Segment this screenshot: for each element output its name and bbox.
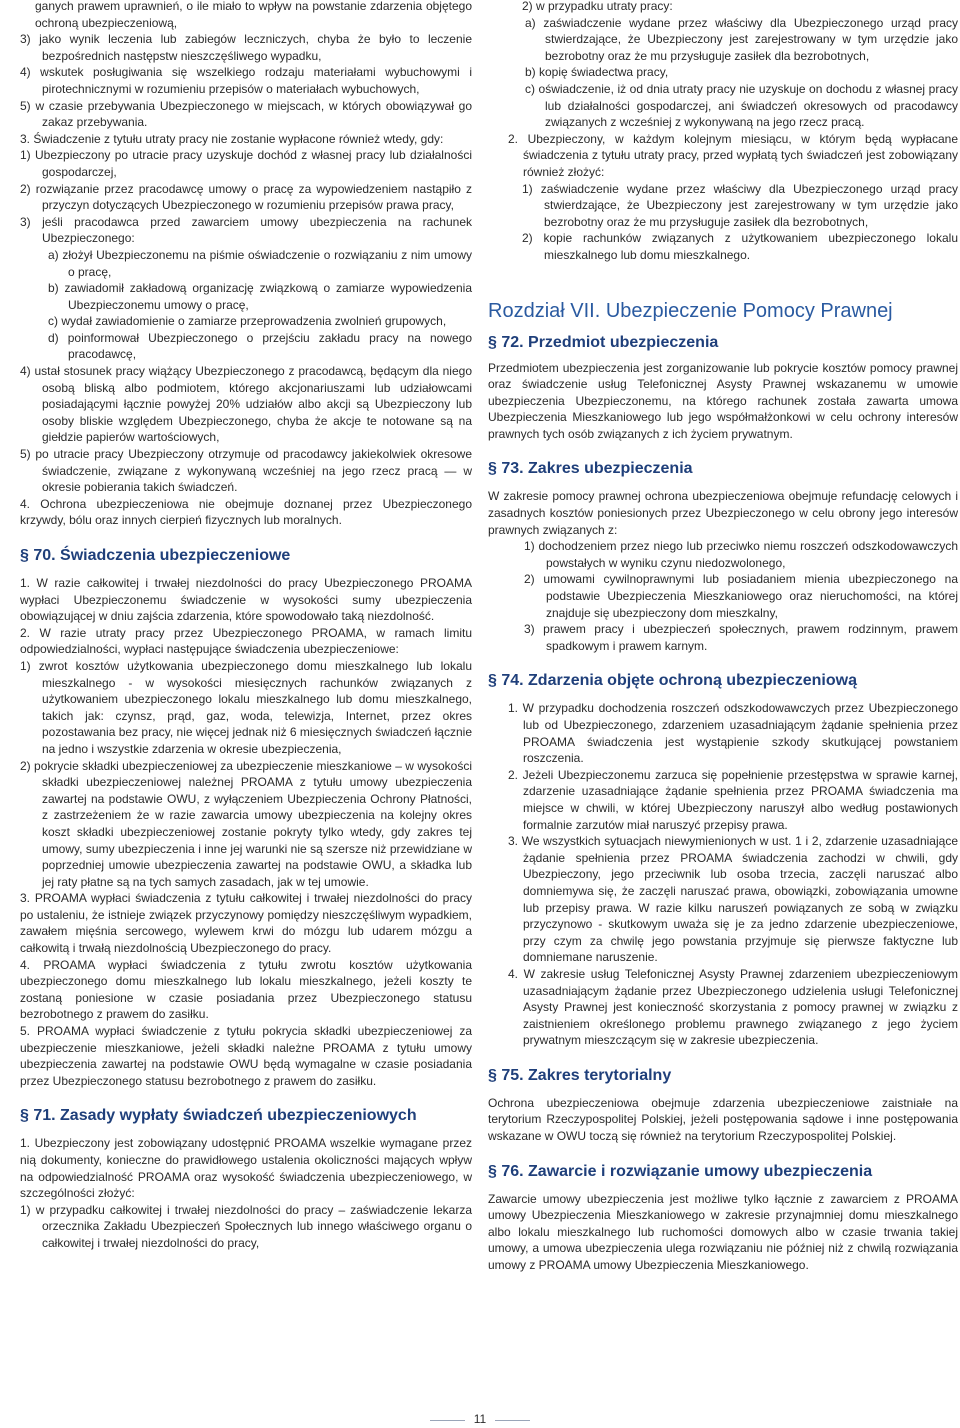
paragraph: 2. Ubezpieczony, w każdym kolejnym miesiącu, w którym będą wypłacane świadczenia z tytułu utraty pracy, przed wypłatą tych świadczeń jest zobowiązany również złożyć: [508,131,958,179]
paragraph: 1) zwrot kosztów użytkowania ubezpieczonego domu mieszkalnego lub lokalu mieszkalnego - w wysokości miesięcznych rachunków związanych z użytkowaniem ubezpieczonego lokalu mieszkalnego lub domu mieszkalnego, takich jak: czynsz, prąd, gaz, woda, telewizja, Internet, przez okres pozostawania bez pracy, nie więcej jednak niż 6 miesięcznych świadczeń łącznie na jedno i wszystkie zdarzenia w okresie ubezpieczenia, [20,658,472,756]
paragraph: 2) pokrycie składki ubezpieczeniowej za ubezpieczenie mieszkaniowe – w wysokości składki ubezpieczeniowej należnej PROAMA z tytułu umowy ubezpieczenia zawartej na podstawie OWU, z wyłączeniem Ubezpieczenia Ochrony Płatności, z zastrzeżeniem że w razie zawarcia umowy ubezpieczenia na kolejny okres koszt składki ubezpieczeniowej zostanie pokryty tylko wtedy, gdy zakres tej umowy, sumy ubezpieczenia i inne jej warunki nie są szersze niż przewidziane w poprzedniej umowie ubezpieczenia zawartej na podstawie OWU, a składka lub jej raty płatne są na tych samych zasadach, jak w tej umowie. [20,758,472,889]
paragraph: 1. W razie całkowitej i trwałej niezdolności do pracy Ubezpieczonego PROAMA wypłaci Ubezpieczonemu świadczenie w wysokości sumy ubezpieczenia obowiązującej w dniu zajścia zdarzenia, które spowodowało taką niezdolność. [20,576,472,624]
section-76-body [488,1191,958,1274]
paragraph: 5) w czasie przebywania Ubezpieczonego w miejscach, w których obowiązywał go zakaz przebywania. [20,98,472,130]
paragraph: 2) rozwiązanie przez pracodawcę umowy o pracę za wypowiedzeniem nastąpiło z przyczyn dotyczących Ubezpieczonego w rozumieniu przepisów prawa pracy, [20,181,472,213]
paragraph: c) wydał zawiadomienie o zamiarze przeprowadzenia zwolnień grupowych, [48,314,447,329]
paragraph: 5) po utracie pracy Ubezpieczony otrzymuje od pracodawcy jakiekolwiek okresowe świadczenie, związane z wykonywaną wcześniej na jego rzecz pracą — w okresie pobierania takich świadczeń. [20,447,472,495]
continued-list [488,0,958,264]
paragraph: 2) umowami cywilnoprawnymi lub posiadaniem mienia ubezpieczonego na podstawie Ubezpieczenia Mieszkaniowego oraz nieruchomości, na której znajduje się ubezpieczony dom mieszkalny, [524,572,958,620]
paragraph: 4) wskutek posługiwania się wszelkiego rodzaju materiałami wybuchowymi i pirotechnicznymi w rozumieniu przepisów o materiałach wybuchowych, [20,65,472,96]
paragraph: 1. Ubezpieczony jest zobowiązany udostępnić PROAMA wszelkie wymagane przez nią dokumenty, konieczne do prawidłowego ustalenia okoliczności mających wpływ na odpowiedzialność PROAMA oraz wysokość świadczenia ubezpieczeniowego, w szczególności złożyć: [20,1136,472,1201]
paragraph: d) poinformował Ubezpieczonego o przejściu zakładu pracy na nowego pracodawcę, [48,330,472,362]
left-column [20,0,472,1252]
continued-paragraphs [20,0,472,529]
paragraph: 3) prawem pracy i ubezpieczeń społecznych, prawem rodzinnym, prawem spadkowym i prawem karnym. [524,622,958,653]
paragraph: Ochrona ubezpieczeniowa obejmuje zdarzenia ubezpieczeniowe zaistniałe na terytorium Rzeczypospolitej Polskiej, jeżeli postępowania sądowe i inne postępowania wskazane w OWU toczą się również na terytorium Rzeczypospolitej Polskiej. [488,1095,958,1144]
page-footer [430,1412,530,1428]
paragraph: ganych prawem uprawnień, o ile miało to wpływ na powstanie zdarzenia objętego ochroną ubezpieczeniową, [35,0,472,30]
paragraph: a) złożył Ubezpieczonemu na piśmie oświadczenie o rozwiązaniu z nim umowy o pracę, [48,247,472,279]
paragraph: Zawarcie umowy ubezpieczenia jest możliwe tylko łącznie z zawarciem z PROAMA umowy Ubezpieczenia Mieszkaniowego w zakresie przynajmniej domu mieszkalnego albo lokalu mieszkalnego lub ruchomości domowych albo w czasie trwania takiej umowy, a umowa ubezpieczenia ulega rozwiązaniu nie później niż z chwilą rozwiązania umowy z PROAMA umowy Ubezpieczenia Mieszkaniowego. [488,1191,958,1273]
section-71-heading: § 71. Zasady wypłaty świadczeń ubezpieczeniowych [20,1107,417,1125]
section-74-body [488,700,958,1048]
paragraph: 2. W razie utraty pracy przez Ubezpieczonego PROAMA, w ramach limitu odpowiedzialności, wypłaci następujące świadczenia ubezpieczeniowe: [20,625,472,657]
paragraph: 1) Ubezpieczony po utracie pracy uzyskuje dochód z własnej pracy lub działalności gospodarczej, [20,148,472,179]
section-70-heading: § 70. Świadczenia ubezpieczeniowe [20,547,291,564]
section-76-heading: § 76. Zawarcie i rozwiązanie umowy ubezpieczenia [488,1162,873,1180]
section-73-body [488,488,958,654]
section-74-heading: § 74. Zdarzenia objęte ochroną ubezpieczeniową [488,672,857,690]
paragraph: c) oświadczenie, iż od dnia utraty pracy nie uzyskuje on dochodu z własnej pracy lub działalności gospodarczej, ani świadczeń okresowych od pracodawcy związanych z wcześniej z wykonywaną na jego rzecz pracą. [525,81,958,130]
paragraph: 5. PROAMA wypłaci świadczenie z tytułu pokrycia składki ubezpieczeniowej za ubezpieczenie mieszkaniowe, jeżeli składki należne PROAMA z tytułu umowy ubezpieczenia zawartej na podstawie OWU będą wymagalne w czasie posiadania przez Ubezpieczonego statusu bezrobotnego z prawem do zasiłku. [20,1024,472,1088]
section-72-heading: § 72. Przedmiot ubezpieczenia [488,333,719,351]
paragraph: 3. Świadczenie z tytułu utraty pracy nie zostanie wypłacone również wtedy, gdy: [20,131,444,146]
paragraph: a) zaświadczenie wydane przez właściwy dla Ubezpieczonego urząd pracy stwierdzające, że Ubezpieczony jest zarejestrowany w tym urzędzie jako bezrobotny oraz że mu przysługuje zasiłek dla bezrobotnych, [525,15,958,63]
section-71-body [20,1135,472,1251]
section-73-heading: § 73. Zakres ubezpieczenia [488,460,693,478]
paragraph: 4. W zakresie usług Telefonicznej Asysty Prawnej zdarzeniem ubezpieczeniowym uzasadniającym żądanie przez Ubezpieczonego udzielenia usługi Telefonicznej Asysty Prawnej jest konieczność skorzystania z pomocy prawnej w związku z zaistnieniem określonego problemu prawnego związanego z jego życiem prywatnym mieszczącym się w zakresie ubezpieczenia. [508,966,958,1048]
section-75-heading: § 75. Zakres terytorialny [488,1066,672,1084]
paragraph: 1) w przypadku całkowitej i trwałej niezdolności do pracy – zaświadczenie lekarza orzecznika Zakładu Ubezpieczeń Społecznych lub innego właściwego organu o całkowitej i trwałej niezdolności do pracy, [20,1202,472,1250]
paragraph: 3. We wszystkich sytuacjach niewymienionych w ust. 1 i 2, zdarzenie uzasadniające żądanie spełnienia przez PROAMA świadczenia zachodzi w chwili, gdy Ubezpieczony, jego przeciwnik lub osoba trzecia, zaczęli naruszać albo domniemywa się, że zaczęli naruszać prawa, obowiązki, zobowiązania umowne lub przepisy prawa. W razie kilku naruszeń powiązanych ze sobą w związku przyczynowo - skutkowym uważa się je za jedno zdarzenie ubezpieczeniowe, przy czym za chwilę jego powstania przyjmuje się pierwsze faktyczne lub domniemane naruszenie. [508,834,958,965]
paragraph: 4) ustał stosunek pracy wiążący Ubezpieczonego z pracodawcą, będącym dla niego osobą bliską albo podmiotem, którego akcjonariuszami lub udziałowcami posiadającymi łącznie powyżej 20% udziałów albo akcji są Ubezpieczony lub osoby bliskie względem Ubezpieczonego, chyba że akcje te notowane są na giełdzie papierów wartościowych, [20,364,472,445]
paragraph: 3) jako wynik leczenia lub zabiegów leczniczych, chyba że było to leczenie bezpośrednich następstw nieszczęśliwego wypadku, [20,32,472,63]
paragraph: b) zawiadomił zakładową organizację związkową o zamiarze wypowiedzenia Ubezpieczonemu umowy o pracę, [48,281,472,312]
paragraph: 3. PROAMA wypłaci świadczenia z tytułu całkowitej i trwałej niezdolności do pracy po ustaleniu, że istnieje związek przyczynowy pomiędzy nieszczęśliwym wypadkiem, zawałem mięśnia sercowego, wylewem krwi do mózgu lub udarem mózgu a całkowitą i trwałą niezdolnością Ubezpieczonego do pracy. [20,891,472,956]
page-number: 11 [473,1412,487,1426]
paragraph: 1. W przypadku dochodzenia roszczeń odszkodowawczych przez Ubezpieczonego lub od Ubezpieczonego, zdarzeniem uzasadniającym żądanie spełnienia przez PROAMA świadczenia jest wystąpienie szkody skutkującej powstaniem roszczenia. [508,701,958,766]
paragraph: 2) w przypadku utraty pracy: [522,0,673,13]
paragraph: 4. PROAMA wypłaci świadczenia z tytułu zwrotu kosztów użytkowania ubezpieczonego domu mieszkalnego lub lokalu mieszkalnego, jeżeli koszty te zostaną poniesione w czasie posiadania przez Ubezpieczonego statusu bezrobotnego z prawem do zasiłku. [20,957,472,1022]
right-column [488,0,958,1274]
paragraph: 3) jeśli pracodawca przed zawarciem umowy ubezpieczenia na rachunek Ubezpieczonego: [20,214,472,246]
section-70-body [20,575,472,1089]
paragraph: 1) zaświadczenie wydane przez właściwy dla Ubezpieczonego urząd pracy stwierdzające, że Ubezpieczony jest zarejestrowany w tym urzędzie jako bezrobotny oraz że mu przysługuje zasiłek dla bezrobotnych, [522,181,958,229]
section-75-body [488,1095,958,1145]
paragraph: 2) kopie rachunków związanych z użytkowaniem ubezpieczonego lokalu mieszkalnego lub domu mieszkalnego. [522,231,958,262]
paragraph: Przedmiotem ubezpieczenia jest zorganizowanie lub pokrycie kosztów pomocy prawnej oraz świadczenie usług Telefonicznej Asysty Prawnej wskazanemu w umowie ubezpieczenia Ubezpieczonemu, na którego rachunek została zawarta umowa Ubezpieczenia Mieszkaniowego lub jego współmałżonkowi w celu ochrony interesów prawnych tych osób związanych z ich życiem prywatnym. [488,360,958,441]
paragraph: 4. Ochrona ubezpieczeniowa nie obejmuje doznanej przez Ubezpieczonego krzywdy, bólu oraz innych cierpień fizycznych lub moralnych. [20,496,472,528]
paragraph: b) kopię świadectwa pracy, [525,65,669,80]
paragraph: W zakresie pomocy prawnej ochrona ubezpieczeniowa obejmuje refundację celowych i zasadnych kosztów poniesionych przez Ubezpieczonego w celu obrony jego interesów prawnych związanych z: [488,489,958,537]
paragraph: 2. Jeżeli Ubezpieczonemu zarzuca się popełnienie przestępstwa w sprawie karnej, zdarzenie uzasadniające żądanie spełnienia przez PROAMA świadczenia ma miejsce w chwili, w której Ubezpieczony naruszył albo według postawionych formalnie zarzutów miał naruszyć przepisy prawa. [508,767,958,832]
chapter-heading: Rozdział VII. Ubezpieczenie Pomocy Prawnej [488,299,893,322]
section-72-body [488,360,958,443]
paragraph: 1) dochodzeniem przez niego lub przeciwko niemu roszczeń odszkodowawczych powstałych w wyniku czynu niedozwolonego, [524,539,958,570]
